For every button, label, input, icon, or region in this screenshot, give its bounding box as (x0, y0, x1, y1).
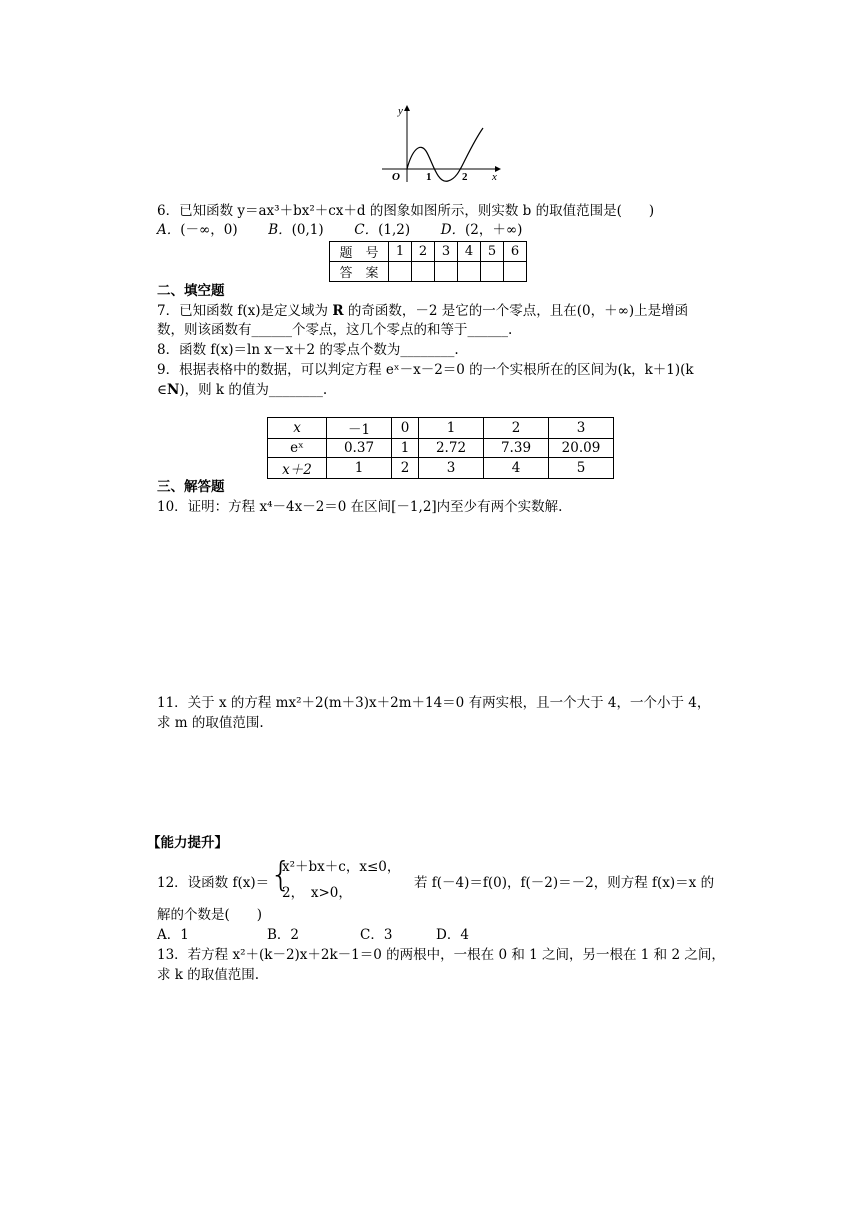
answer-number-1: 1 (389, 242, 412, 262)
data-cell: 2 (392, 458, 419, 479)
answer-table-answer-label: 答 案 (330, 262, 389, 282)
answer-number-3: 3 (435, 242, 458, 262)
q9-text-b: )，则 k 的值为________. (179, 382, 328, 398)
q12-option-a: A．1 (157, 927, 189, 943)
q6-option-c: (1,2) (378, 222, 411, 238)
q6-option-d-letter: D． (440, 222, 466, 238)
q12-line2: 解的个数是( ) (157, 907, 263, 923)
section-advanced-title: 【能力提升】 (147, 835, 228, 851)
q9-line1: 9．根据表格中的数据，可以判定方程 eˣ－x－2＝0 的一个实根所在的区间为(k，k＋1)(k (157, 362, 694, 378)
q6-options (157, 221, 522, 239)
data-cell: 2.72 (419, 439, 484, 458)
data-cell: －1 (327, 418, 392, 439)
y-axis-label: y (398, 105, 403, 117)
q12-tail: 若 f(－4)＝f(0)，f(－2)＝－2，则方程 f(x)＝x 的 (414, 875, 715, 891)
q10-text: 10．证明：方程 x⁴－4x－2＝0 在区间[－1,2]内至少有两个实数解. (157, 499, 563, 515)
section-solve-title: 三、解答题 (157, 479, 225, 495)
q7-text-b: 的奇函数，－2 是它的一个零点，且在(0，＋∞)上是增函 (343, 303, 689, 319)
q7-line1 (157, 302, 688, 320)
answer-table (329, 241, 527, 282)
data-cell: 3 (549, 418, 614, 439)
data-cell: 7.39 (484, 439, 549, 458)
data-table-row-x (268, 418, 614, 439)
origin-label: O (392, 171, 400, 183)
q6-option-c-letter: C． (354, 222, 379, 238)
q12-case1: x²＋bx＋c，x≤0， (282, 859, 401, 875)
answer-cell-1[interactable] (389, 262, 412, 282)
data-cell: 20.09 (549, 439, 614, 458)
q7-text-a: 7．已知函数 f(x)是定义域为 (157, 303, 333, 319)
answer-number-4: 4 (458, 242, 481, 262)
cubic-curve (407, 128, 483, 181)
q11-line1: 11．关于 x 的方程 mx²＋2(m＋3)x＋2m＋14＝0 有两实根，且一个大于 4，一个小于 4， (157, 695, 711, 711)
q13-line1: 13．若方程 x²＋(k－2)x＋2k－1＝0 的两根中，一根在 0 和 1 之间，另一根在 1 和 2 之间， (157, 947, 725, 963)
x-axis-label: x (492, 171, 497, 183)
q6-option-b: (0,1) (291, 222, 324, 238)
q12-option-c: C．3 (360, 927, 393, 943)
data-table-row-x-plus-2 (268, 458, 614, 479)
data-cell: 3 (419, 458, 484, 479)
data-cell: x＋2 (268, 458, 327, 479)
data-cell: 0 (392, 418, 419, 439)
data-cell: 1 (327, 458, 392, 479)
q6-option-d: (2，＋∞) (465, 222, 523, 238)
function-graph (378, 100, 508, 186)
data-cell: x (268, 418, 327, 439)
answer-cell-6[interactable] (504, 262, 527, 282)
data-cell: 1 (392, 439, 419, 458)
answer-cell-3[interactable] (435, 262, 458, 282)
data-cell: 1 (419, 418, 484, 439)
q12-case2: 2， x>0， (282, 885, 352, 901)
answer-cell-5[interactable] (481, 262, 504, 282)
answer-table-row-answers (330, 262, 527, 282)
answer-number-5: 5 (481, 242, 504, 262)
answer-table-header: 题 号 (330, 242, 389, 262)
tick-label-1: 1 (426, 171, 432, 183)
q12-option-d: D．4 (436, 927, 469, 943)
q9-line2 (157, 381, 327, 399)
piecewise-brace: { (270, 855, 292, 895)
q13-line2: 求 k 的取值范围. (157, 967, 260, 983)
answer-cell-2[interactable] (412, 262, 435, 282)
data-table (267, 417, 614, 479)
data-cell: 0.37 (327, 439, 392, 458)
q12-lead: 12．设函数 f(x)＝ (157, 875, 270, 891)
q11-line2: 求 m 的取值范围. (157, 715, 264, 731)
data-cell: 2 (484, 418, 549, 439)
q9-in: ∈ (157, 382, 167, 398)
q9-natural-set: N (167, 382, 180, 398)
q6-stem: 6．已知函数 y＝ax³＋bx²＋cx＋d 的图象如图所示，则实数 b 的取值范围是( ) (157, 203, 655, 219)
answer-number-6: 6 (504, 242, 527, 262)
q6-option-a-letter: A． (157, 222, 181, 238)
data-cell: 5 (549, 458, 614, 479)
answer-table-row-numbers (330, 242, 527, 262)
q7-line2: 数，则该函数有______个零点，这几个零点的和等于______. (157, 322, 513, 338)
q8-text: 8．函数 f(x)＝ln x－x＋2 的零点个数为________. (157, 342, 459, 358)
answer-cell-4[interactable] (458, 262, 481, 282)
q6-option-b-letter: B． (268, 222, 292, 238)
data-cell: 4 (484, 458, 549, 479)
q6-option-a: (－∞，0) (180, 222, 238, 238)
data-table-row-ex (268, 439, 614, 458)
data-cell: eˣ (268, 439, 327, 458)
q12-option-b: B．2 (267, 927, 300, 943)
section-fill-in-title: 二、填空题 (157, 283, 225, 299)
answer-number-2: 2 (412, 242, 435, 262)
q7-real-set: R (332, 303, 344, 319)
tick-label-2: 2 (462, 171, 468, 183)
